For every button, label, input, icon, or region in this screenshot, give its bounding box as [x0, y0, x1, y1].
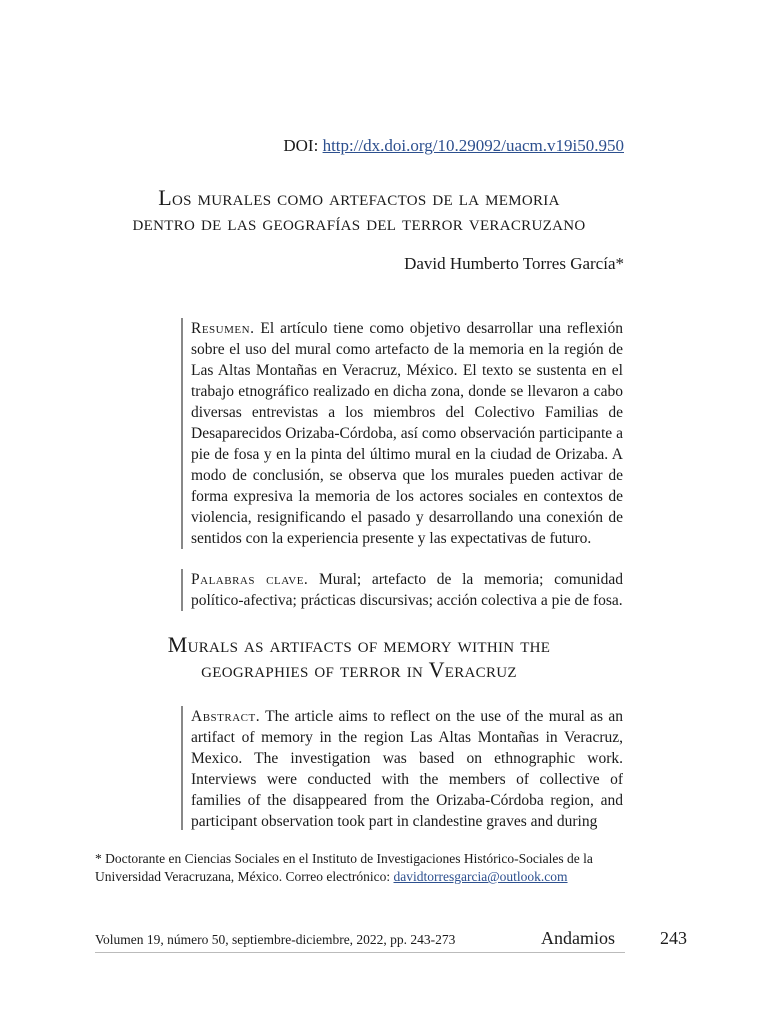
resumen-block — [181, 318, 623, 549]
title-spanish — [95, 185, 623, 235]
title-spanish-line2: dentro de las geografías del terror veracruzano — [132, 210, 586, 235]
title-spanish-line1: Los murales como artefactos de la memoria — [158, 185, 560, 210]
resumen-label: Resumen. — [191, 320, 255, 337]
title-english — [95, 632, 623, 682]
abstract-text: The article aims to reflect on the use of the mural as an artifact of memory in the region Las Altas Montañas in Veracruz, Mexico. The investigation was based on ethnographic work. Interviews were conducted with the members of collective of families of the disappeared from the Orizaba-Córdoba region, and participant observation took part in clandestine graves and during — [191, 708, 623, 830]
author: David Humberto Torres García* — [404, 254, 624, 273]
doi-line — [283, 136, 624, 156]
footer-volume: Volumen 19, número 50, septiembre-diciembre, 2022, pp. 243-273 — [95, 932, 456, 947]
footnote-text: * Doctorante en Ciencias Sociales en el Instituto de Investigaciones Histórico-Sociales de la Universidad Veracruzana, México. Correo electrónico: — [95, 851, 593, 884]
resumen-text: El artículo tiene como objetivo desarrollar una reflexión sobre el uso del mural como artefacto de la memoria en la región de Las Altas Montañas en Veracruz, México. El texto se sustenta en el trabajo etnográfico realizado en dicha zona, donde se llevaron a cabo diversas entrevistas a los miembros del Colectivo Familias de Desaparecidos Orizaba-Córdoba, así como observación participante a pie de fosa y en la pinta del último mural en la ciudad de Orizaba. A modo de conclusión, se observa que los murales pueden activar de forma expresiva la memoria de los actores sociales en contextos de violencia, resignificando el pasado y desarrollando una conexión de sentidos con la experiencia presente y las expectativas de futuro. — [191, 320, 623, 547]
title-english-line1: Murals as artifacts of memory within the — [167, 632, 551, 657]
footnote-email-link[interactable]: davidtorresgarcia@outlook.com — [393, 869, 568, 884]
page-number: 243 — [660, 928, 687, 948]
abstract-label: Abstract. — [191, 708, 261, 725]
footer-journal: Andamios — [541, 928, 615, 948]
page-footer — [95, 928, 625, 953]
keywords-block — [181, 569, 623, 611]
keywords-label: Palabras clave. — [191, 571, 309, 588]
doi-label: DOI: — [283, 136, 319, 155]
author-footnote — [95, 850, 629, 886]
title-english-line2: geographies of terror in Veracruz — [201, 657, 517, 682]
doi-link[interactable]: http://dx.doi.org/10.29092/uacm.v19i50.950 — [322, 136, 624, 155]
abstract-block — [181, 706, 623, 830]
keywords-text: Mural; artefacto de la memoria; comunidad político-afectiva; prácticas discursivas; acción colectiva a pie de fosa. — [191, 571, 623, 609]
